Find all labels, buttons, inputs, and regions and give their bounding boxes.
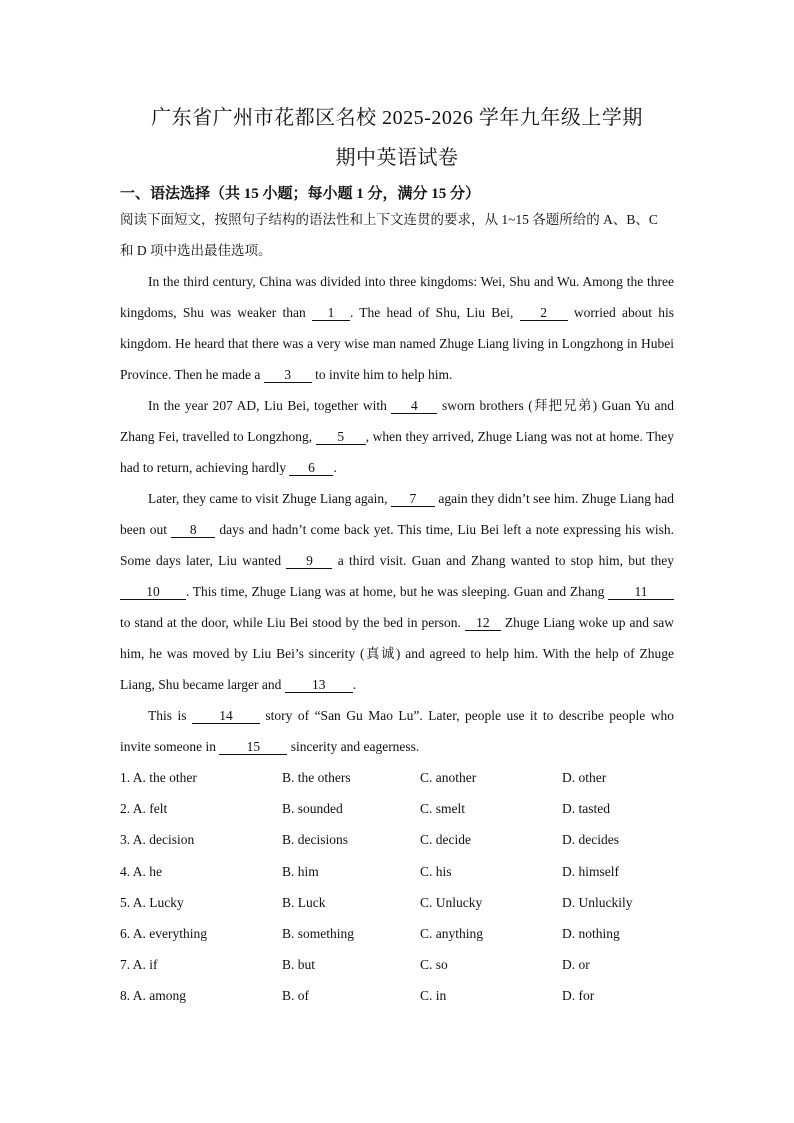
question-row [120, 949, 674, 980]
question-row [120, 824, 674, 855]
passage-paragraph-1 [120, 266, 674, 390]
option-d: D. Unluckily [562, 894, 633, 910]
passage-text: Zhuge Liang woke up and saw him, he was moved by Liu Bei’s sincerity (真诚) and agreed to help him. With the help of Zhuge Liang, Shu became larger and [120, 615, 674, 692]
passage-text: Later, they came to visit Zhuge Liang again, [148, 491, 391, 506]
option-d: D. or [562, 957, 590, 973]
passage-text: In the year 207 AD, Liu Bei, together with [148, 398, 392, 413]
passage-text: story of “San Gu Mao Lu”. Later, people use it to describe people who invite someone in [120, 708, 674, 754]
option-c: C. so [420, 957, 448, 973]
option-c: C. another [420, 770, 477, 785]
passage-text: This is [148, 708, 192, 723]
option-a: 4. A. he [120, 863, 162, 879]
option-b: B. him [282, 863, 319, 879]
option-d: D. other [562, 770, 607, 785]
blank-6: 6 [289, 460, 333, 476]
option-c: C. anything [420, 926, 483, 942]
blank-14: 14 [192, 708, 260, 724]
passage-text: days and hadn’t come back yet. This time, Liu Bei left a note expressing his wish. Some days later, Liu wanted [120, 522, 674, 568]
section-heading: 一、语法选择（共 15 小题；每小题 1 分，满分 15 分） [120, 186, 481, 202]
question-row [120, 980, 674, 1011]
blank-10: 10 [120, 584, 186, 600]
option-c: C. decide [420, 832, 471, 848]
passage-text: sworn brothers (拜把兄弟) Guan Yu and Zhang Fei, travelled to Longzhong, [120, 398, 675, 444]
option-d: D. tasted [562, 801, 610, 817]
option-b: B. but [282, 957, 316, 973]
passage-text: to stand at the door, while Liu Bei stood by the bed in person. [120, 615, 465, 630]
question-row [120, 856, 674, 887]
passage-paragraph-3 [120, 483, 674, 700]
passage-text: . The head of Shu, Liu Bei, [349, 305, 520, 320]
blank-8: 8 [171, 522, 215, 538]
passage-text: , when they arrived, Zhuge Liang was not at home. They had to return, achieving hardly [120, 429, 674, 475]
passage-text: . [352, 677, 357, 692]
option-b: B. Luck [282, 894, 326, 910]
instructions: 阅读下面短文，按照句子结构的语法性和上下文连贯的要求，从 1~15 各题所给的 A、B、C 和 D 项中选出最佳选项。 [120, 212, 658, 258]
blank-15: 15 [219, 739, 287, 755]
question-row [120, 918, 674, 949]
option-a: 5. A. Lucky [120, 894, 184, 910]
option-d: D. for [562, 988, 595, 1004]
passage-text: to invite him to help him. [311, 367, 453, 382]
question-row [120, 793, 674, 824]
option-c: C. Unlucky [420, 894, 483, 910]
blank-2: 2 [520, 305, 568, 321]
answer-options [120, 762, 674, 1012]
option-a: 2. A. felt [120, 801, 168, 817]
blank-12: 12 [465, 615, 501, 631]
option-d: D. himself [562, 863, 619, 879]
option-d: D. nothing [562, 926, 620, 942]
passage-text: worried about his kingdom. He heard that there was a very wise man named Zhuge Liang living in Longzhong in Hubei Province. Then he made a [120, 305, 674, 382]
passage-text: again they didn’t see him. Zhuge Liang had been out [120, 491, 674, 537]
option-a: 6. A. everything [120, 926, 207, 942]
blank-3: 3 [264, 367, 312, 383]
question-row [120, 887, 674, 918]
option-a: 1. A. the other [120, 770, 197, 785]
passage-text: . [333, 460, 337, 475]
passage-paragraph-2 [120, 390, 674, 483]
passage-text: . This time, Zhuge Liang was at home, but he was sleeping. Guan and Zhang [186, 584, 608, 599]
option-b: B. the others [282, 770, 351, 785]
option-b: B. sounded [282, 801, 343, 817]
option-c: C. his [420, 863, 452, 879]
passage-text: a third visit. Guan and Zhang wanted to stop him, but they [332, 553, 675, 568]
option-b: B. decisions [282, 832, 348, 848]
option-d: D. decides [562, 832, 619, 848]
page-subtitle: 期中英语试卷 [335, 147, 459, 169]
passage-text: In the third century, China was divided into three kingdoms: Wei, Shu and Wu. Among the three kingdoms, Shu was weaker than [120, 274, 674, 320]
passage-paragraph-4 [120, 700, 674, 762]
option-b: B. of [282, 988, 309, 1004]
blank-4: 4 [391, 398, 437, 414]
option-c: C. smelt [420, 801, 466, 817]
page-title: 广东省广州市花都区名校 2025-2026 学年九年级上学期 [151, 107, 643, 129]
option-c: C. in [420, 988, 447, 1004]
question-row [120, 762, 674, 793]
passage-text: sincerity and eagerness. [287, 739, 420, 754]
option-a: 8. A. among [120, 988, 186, 1004]
option-a: 7. A. if [120, 957, 158, 973]
blank-7: 7 [391, 491, 435, 507]
blank-9: 9 [286, 553, 332, 569]
blank-13: 13 [285, 677, 353, 693]
blank-5: 5 [316, 429, 366, 445]
blank-11: 11 [608, 584, 674, 600]
option-a: 3. A. decision [120, 832, 195, 848]
option-b: B. something [282, 926, 355, 942]
blank-1: 1 [312, 305, 350, 321]
